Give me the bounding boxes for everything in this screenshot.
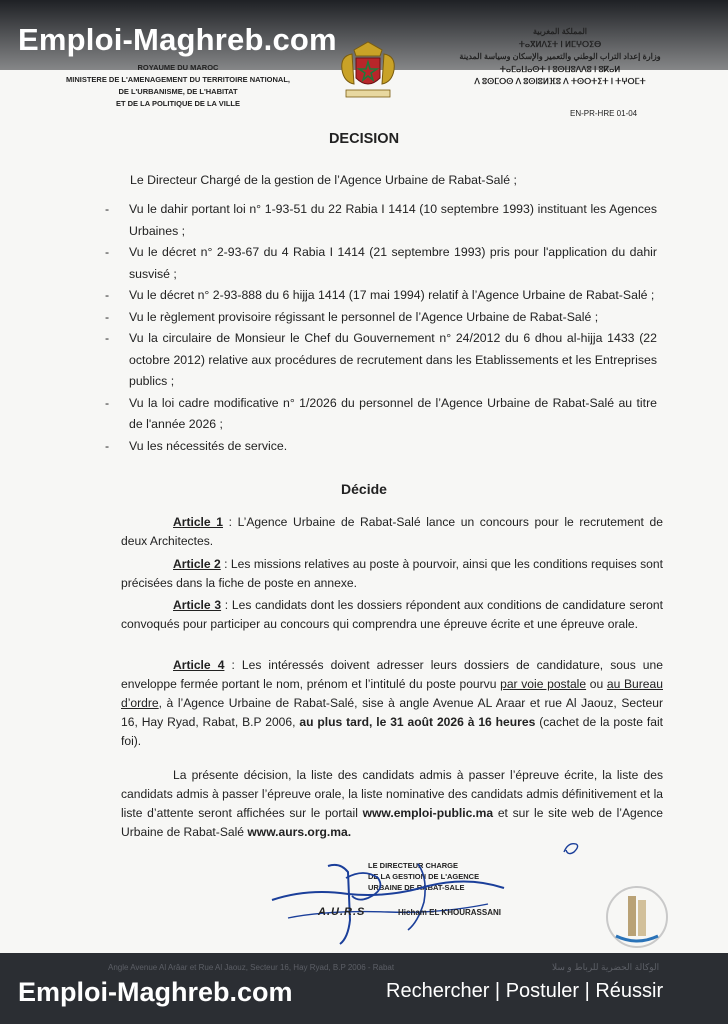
considerant-text: Vu le décret n° 2-93-888 du 6 hijja 1414 (17 mai 1994) relatif à l’Agence Urbaine de Rabat-Salé ; (129, 288, 655, 302)
signatory-line: LE DIRECTEUR CHARGE (368, 861, 459, 870)
list-item (105, 436, 657, 458)
dash: - (105, 288, 110, 302)
deadline: au plus tard, le 31 août 2026 à 16 heures (299, 715, 536, 729)
signatory-line: URBAINE DE RABAT-SALE (368, 883, 465, 892)
considerants-list (105, 199, 657, 457)
article-text: : Les missions relatives au poste à pourvoir, ainsi que les conditions requises sont précisées dans la fiche de poste en annexe. (121, 557, 663, 590)
royal-emblem (336, 40, 400, 102)
header-line: ET DE LA POLITIQUE DE LA VILLE (115, 99, 241, 108)
footer-brand[interactable]: Emploi-Maghreb.com (18, 977, 293, 1007)
dash: - (105, 309, 110, 324)
header-line: MINISTERE DE L'AMENAGEMENT DU TERRITOIRE NATIONAL, (65, 75, 290, 84)
ministry-header (48, 62, 308, 110)
article-text: : Les intéressés doivent adresser leurs dossiers de candidature, sous une enveloppe fermée portant le nom, prénom et l’intitulé du poste pourvu (121, 658, 663, 691)
article-label: Article 1 (173, 515, 223, 529)
list-item (105, 199, 657, 242)
arabic-header (440, 26, 680, 89)
dash: - (105, 438, 110, 453)
article-text: ou (586, 677, 607, 691)
list-item (105, 285, 657, 307)
header-line: ⵜⴰⵎⴰⵡⴰⵙⵜ ⵏ ⵓⵙⵡⵓⴷⴷⵓ ⵏ ⵓⴽⴰⵍ (499, 64, 621, 74)
closing-paragraph (121, 766, 663, 842)
aurs-logo (604, 884, 670, 950)
dash: - (105, 395, 110, 410)
article-text: : Les candidats dont les dossiers répondent aux conditions de candidature seront convoqués pour participer au concours qui comprendra une épreuve écrite et une épreuve orale. (121, 598, 663, 631)
decide-heading: Décide (341, 481, 387, 497)
portal-link[interactable]: www.emploi-public.ma (362, 806, 494, 820)
header-line: DE L'URBANISME, DE L'HABITAT (118, 87, 238, 96)
closing-text: et sur le site web de l’Agence Urbaine de Rabat-Salé (121, 806, 664, 839)
footer-arabic: الوكالة الحضرية للرباط و سلا (552, 962, 660, 972)
bureau-option: au Bureau d’ordre (121, 677, 663, 710)
banner-brand[interactable]: Emploi-Maghreb.com (18, 22, 337, 57)
document-title: DECISION (328, 131, 400, 147)
article-text: , à l’Agence Urbaine de Rabat-Salé, sise à angle Avenue AL Araar et rue Al Jaouz, Secteur 16, Hay Ryad, Rabat, B.P 2006, (121, 696, 663, 729)
header-line: ⴷ ⵓⵙⵎⵔⵙ ⴷ ⵓⵙⵏⵓⵍⴼⵓ ⴷ ⵜⵙⵔⵜⵉⵜ ⵏ ⵜⵖⵔⵎⵜ (474, 77, 646, 86)
article-label: Article 4 (173, 658, 225, 672)
article-1 (121, 513, 663, 551)
aurs-initials: A.U.R.S (318, 906, 366, 918)
list-item (105, 393, 657, 436)
dash: - (105, 331, 110, 345)
header-line: المملكة المغربية (533, 27, 587, 36)
header-line: وزارة إعداد التراب الوطني والتعمير والإسكان وسياسة المدينة (459, 52, 661, 61)
document-reference: EN-PR-HRE 01-04 (570, 109, 638, 118)
article-text: : L’Agence Urbaine de Rabat-Salé lance un concours pour le recrutement de deux Architectes. (121, 515, 663, 548)
article-text: (cachet de la poste fait foi). (121, 715, 664, 748)
article-label: Article 3 (173, 598, 222, 612)
signatory-line: DE LA GESTION DE L'AGENCE (368, 872, 480, 881)
ink-mark (560, 838, 584, 858)
considerant-text: Vu le règlement provisoire régissant le personnel de l’Agence Urbaine de Rabat-Salé ; (129, 309, 599, 324)
considerant-text: Vu les nécessités de service. (129, 438, 288, 453)
considerant-text: Vu le dahir portant loi n° 1-93-51 du 22 Rabia I 1414 (10 septembre 1993) instituant les Agences Urbaines ; (129, 202, 657, 238)
footer-tagline: Rechercher | Postuler | Réussir (386, 980, 664, 1002)
list-item (105, 328, 657, 393)
header-line: ⵜⴰⴳⵍⴷⵉⵜ ⵏ ⵍⵎⵖⵔⵉⴱ (518, 39, 602, 49)
intro-line: Le Directeur Chargé de la gestion de l’Agence Urbaine de Rabat-Salé ; (130, 173, 517, 187)
postal-option: par voie postale (500, 677, 587, 691)
closing-text: La présente décision, la liste des candidats admis à passer l’épreuve écrite, la liste des candidats admis à passer l’épreuve orale, la liste nominative des candidats admis définitivement et la liste d’attente seront affichées sur le portail (121, 768, 663, 820)
considerant-text: Vu la loi cadre modificative n° 1/2026 du personnel de l’Agence Urbaine de Rabat-Salé au titre de l'année 2026 ; (129, 395, 657, 431)
signatory-name: Hicham EL KHOURASSANI (398, 908, 501, 917)
site-link[interactable]: www.aurs.org.ma. (247, 825, 352, 839)
article-2 (121, 555, 663, 593)
handwritten-signature (268, 858, 508, 948)
considerant-text: Vu le décret n° 2-93-67 du 4 Rabia I 1414 (21 septembre 1993) pris pour l'application du dahir susvisé ; (129, 245, 657, 281)
article-3 (121, 596, 663, 634)
header-line: ROYAUME DU MAROC (137, 63, 219, 72)
article-label: Article 2 (173, 557, 221, 571)
list-item (105, 242, 657, 285)
footer-address: Angle Avenue Al Arâar et Rue Al Jaouz, Secteur 16, Hay Ryad, B.P 2006 - Rabat (108, 963, 395, 972)
dash: - (105, 202, 110, 216)
article-4 (121, 656, 663, 751)
considerant-text: Vu la circulaire de Monsieur le Chef du Gouvernement n° 24/2012 du 6 dhou al-hijja 1433 (22 octobre 2012) relative aux procédures de recrutement dans les Etablissements et les Entreprises publics ; (129, 331, 657, 388)
dash: - (105, 245, 110, 259)
list-item (105, 307, 657, 329)
